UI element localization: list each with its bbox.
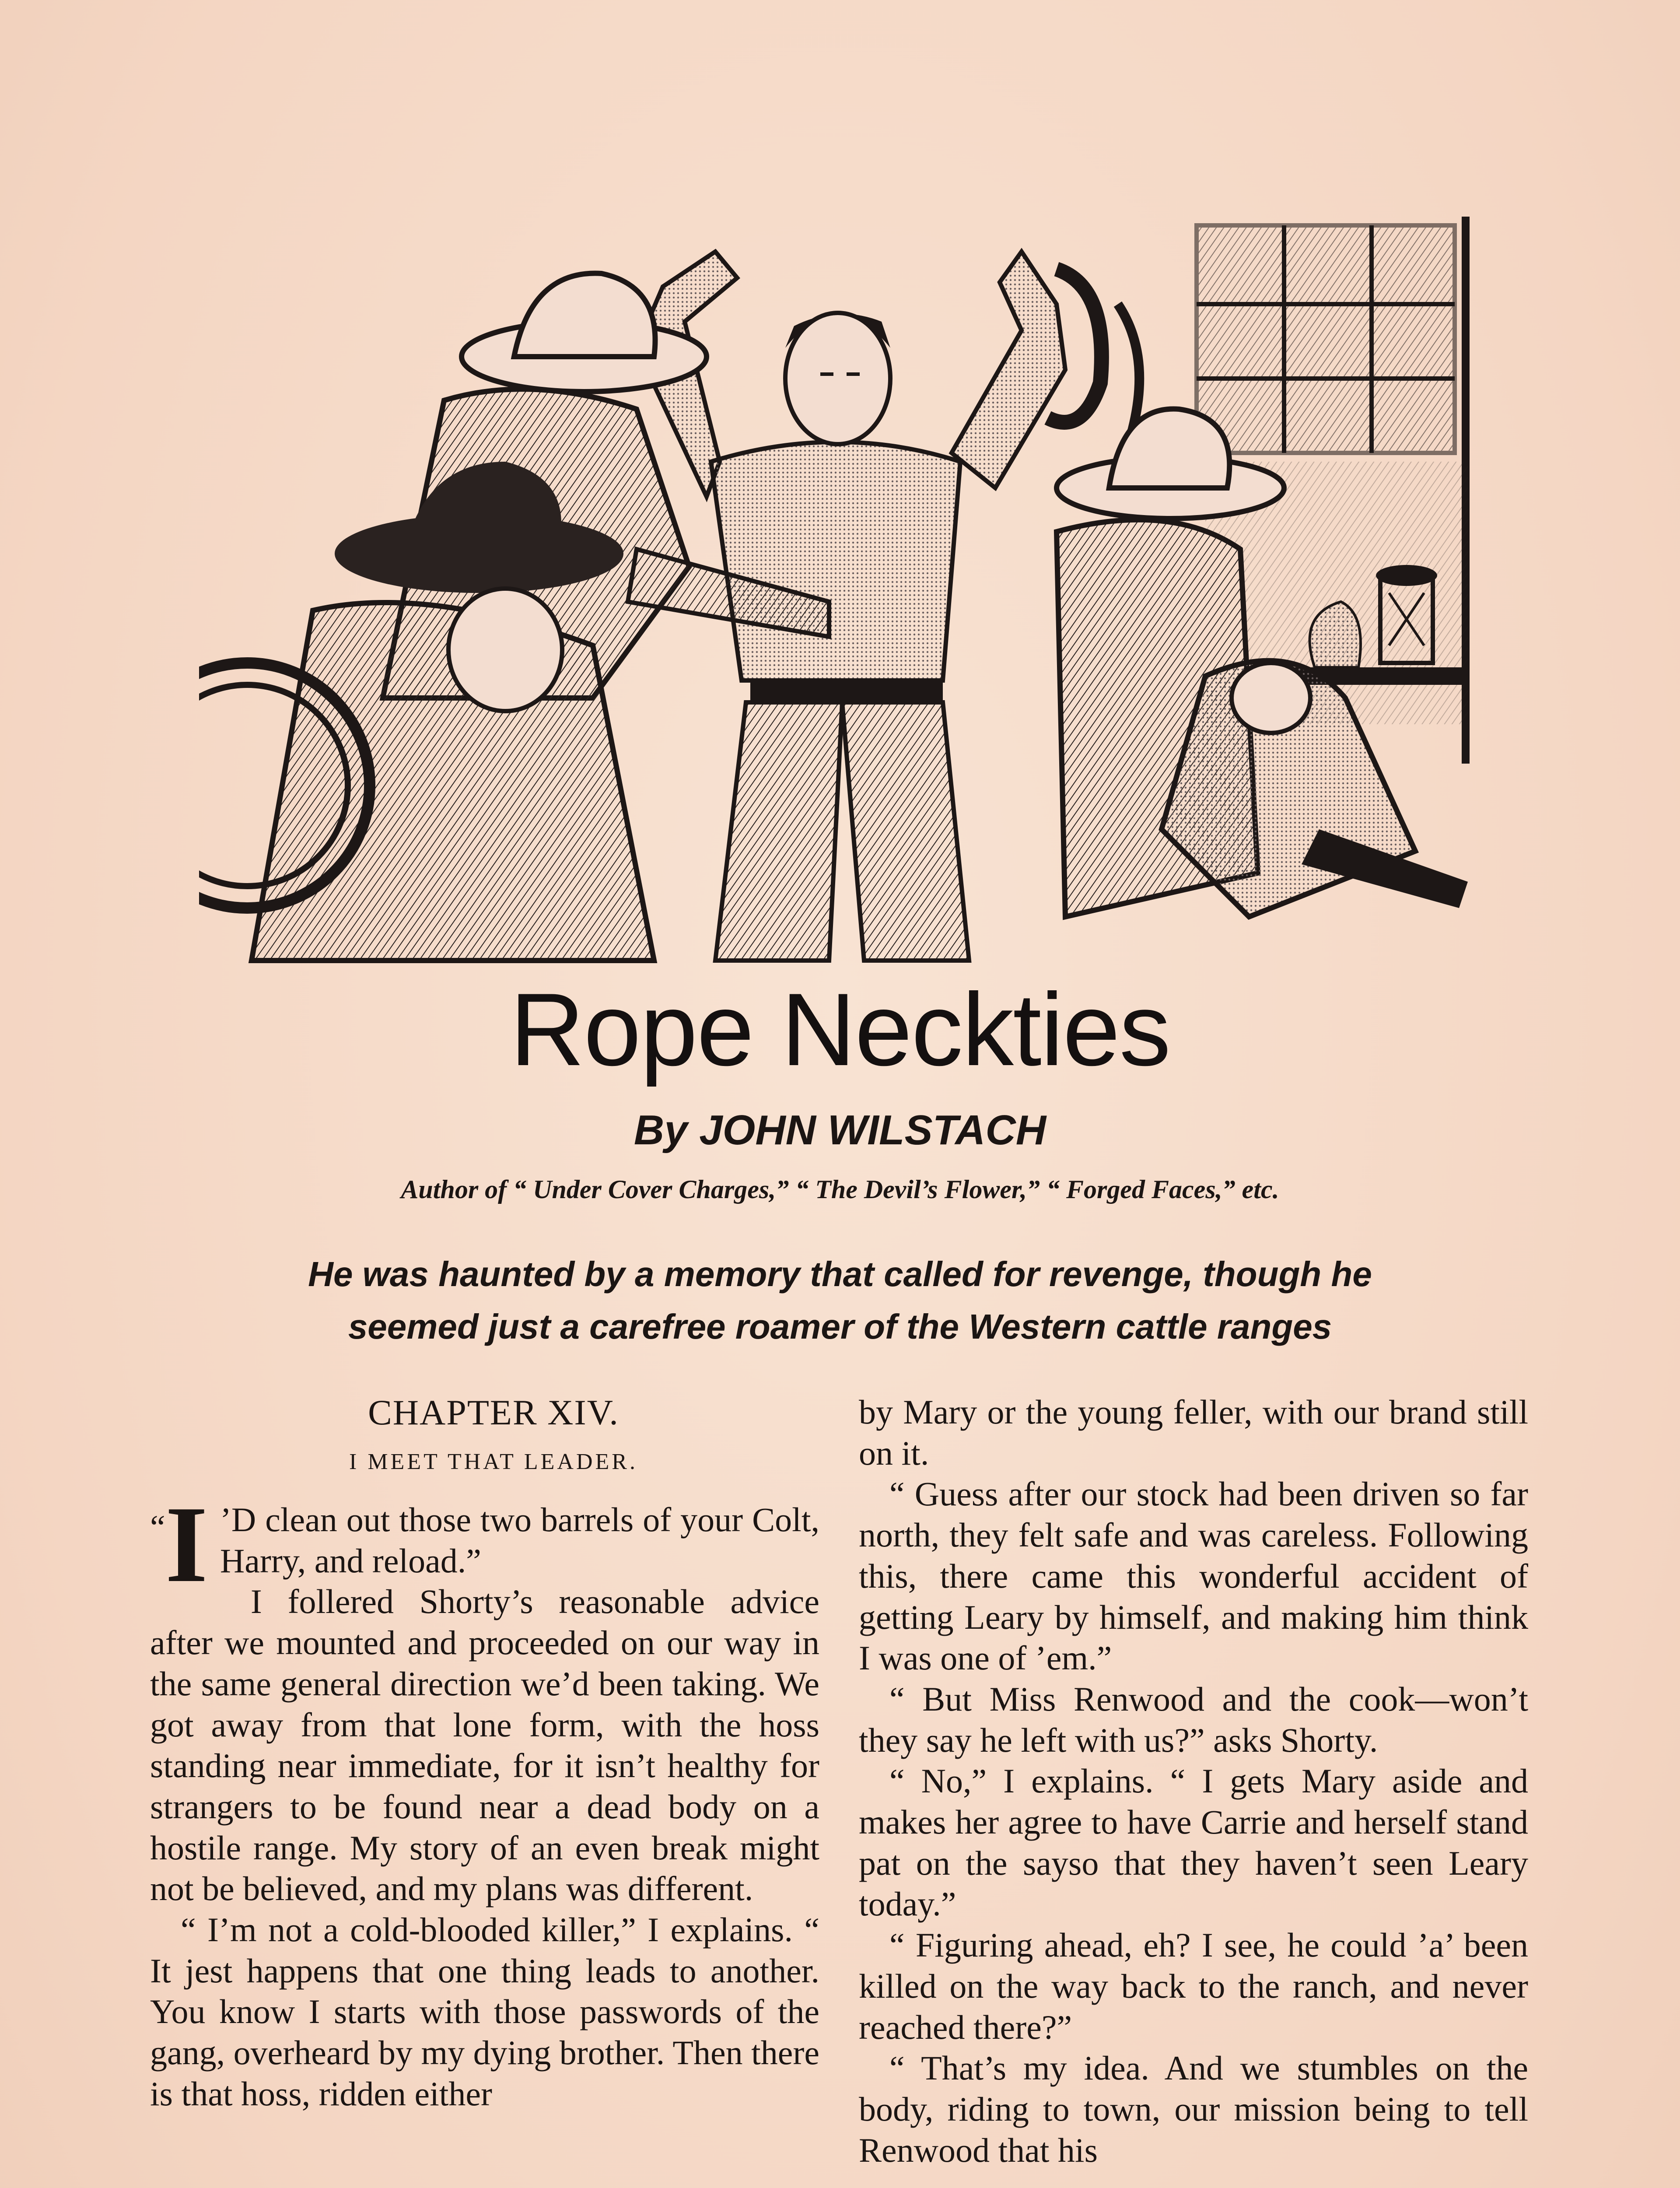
paragraph: “ I’m not a cold-blooded killer,” I explains. “ It jest happens that one thing leads to another. You know I starts with those passwords of the gang, overheard by my dying brother. Then there is that hoss, ridden either — [150, 1911, 819, 2113]
left-column — [150, 1392, 819, 2114]
chapter-subheading: I MEET THAT LEADER. — [349, 1449, 638, 1474]
chapter-heading: CHAPTER XIV. — [368, 1392, 619, 1432]
drop-cap — [150, 1484, 208, 1605]
deck-line-1: He was haunted by a memory that called for revenge, though he — [308, 1255, 1372, 1294]
front-left-cowboy — [199, 462, 654, 961]
author-byline: By JOHN WILSTACH — [634, 1107, 1046, 1154]
paragraph: “ Figuring ahead, eh? I see, he could ’a’ been killed on the way back to the ranch, and never reached there?” — [859, 1926, 1528, 2046]
author-previous-works: Author of “ Under Cover Charges,” “ The Devil’s Flower,” “ Forged Faces,” etc. — [401, 1175, 1279, 1204]
open-quote: “ — [150, 1508, 165, 1546]
story-title: Rope Neckties — [510, 972, 1170, 1087]
illustration-drawing — [199, 217, 1490, 969]
story-illustration — [199, 217, 1490, 969]
paragraph: I follered Shorty’s reasonable advice after we mounted and proceeded on our way in the same general direction we’d been taking. We got away from that lone form, with the hoss standing near immediate, for it isn’t healthy for strangers to be found near a dead body on a hostile range. My story of an even break might not be believed, and my plans was different. — [150, 1582, 819, 1908]
right-column — [859, 1392, 1528, 2170]
drop-cap-letter: I — [165, 1484, 208, 1605]
deck-line-2: seemed just a carefree roamer of the Western cattle ranges — [348, 1307, 1332, 1346]
paragraph: “ No,” I explains. “ I gets Mary aside and makes her agree to have Carrie and herself stand pat on the sayso that they haven’t seen Leary today.” — [859, 1762, 1528, 1923]
paragraph: by Mary or the young feller, with our brand still on it. — [859, 1393, 1528, 1472]
paragraph-text: ’D clean out those two barrels of your Colt, Harry, and reload.” — [220, 1501, 819, 1580]
paragraph: “ Guess after our stock had been driven so far north, they felt safe and was careless. Following this, there came this wonderful accident of getting Leary by himself, and making him think I was one of ’em.” — [859, 1475, 1528, 1677]
paragraph: “ That’s my idea. And we stumbles on the body, riding to town, our mission being to tell Renwood that his — [859, 2049, 1528, 2169]
paragraph — [150, 1484, 819, 1605]
paragraph: “ But Miss Renwood and the cook—won’t they say he left with us?” asks Shorty. — [859, 1680, 1528, 1759]
story-deck — [219, 1248, 1461, 1353]
